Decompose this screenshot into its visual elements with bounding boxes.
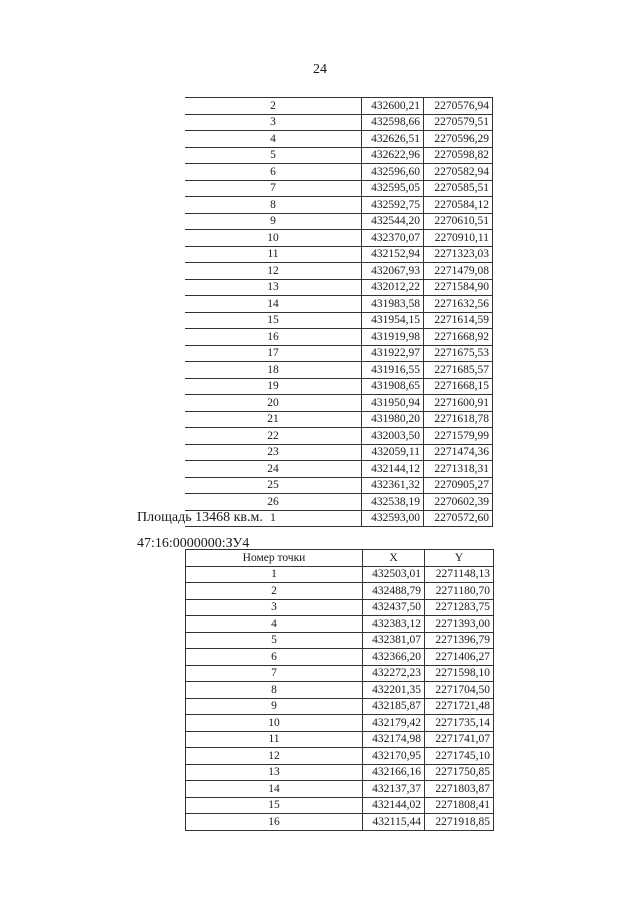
header-row [186,550,494,567]
page-number: 24 [313,62,327,77]
point-number-cell: 4 [185,131,362,148]
table-row [185,197,493,214]
point-number-cell: 7 [186,665,363,682]
x-cell: 432144,02 [363,797,425,814]
y-cell: 2271632,56 [424,296,493,313]
point-number-cell: 11 [185,246,362,263]
x-cell: 431908,65 [362,378,424,395]
table-row [185,114,493,131]
point-number-cell: 21 [185,411,362,428]
x-cell: 432437,50 [363,599,425,616]
table-row [185,213,493,230]
x-cell: 432152,94 [362,246,424,263]
y-cell: 2271675,53 [424,345,493,362]
point-number-cell: 1 [185,510,362,527]
y-cell: 2270910,11 [424,230,493,247]
point-number-cell: 13 [186,764,363,781]
table-row [185,312,493,329]
x-cell: 431983,58 [362,296,424,313]
table-row [185,263,493,280]
y-cell: 2270585,51 [424,180,493,197]
y-cell: 2271918,85 [425,814,494,831]
x-cell: 432370,07 [362,230,424,247]
x-cell: 432488,79 [363,583,425,600]
y-cell: 2270579,51 [424,114,493,131]
x-cell: 432272,23 [363,665,425,682]
table-row [185,477,493,494]
x-cell: 432381,07 [363,632,425,649]
point-number-cell: 3 [185,114,362,131]
y-cell: 2271148,13 [425,566,494,583]
x-cell: 432383,12 [363,616,425,633]
x-cell: 432003,50 [362,428,424,445]
coordinates-table-body [186,566,494,830]
x-cell: 432595,05 [362,180,424,197]
y-cell: 2271283,75 [425,599,494,616]
point-number-cell: 14 [186,781,363,798]
point-number-cell: 8 [186,682,363,699]
y-cell: 2271721,48 [425,698,494,715]
table-row [185,98,493,115]
coordinates-table [185,549,494,831]
x-cell: 431980,20 [362,411,424,428]
x-cell: 432596,60 [362,164,424,181]
table-row [185,131,493,148]
y-cell: 2270610,51 [424,213,493,230]
x-cell: 432544,20 [362,213,424,230]
point-number-cell: 5 [185,147,362,164]
y-cell: 2271474,36 [424,444,493,461]
x-cell: 432137,37 [363,781,425,798]
x-cell: 432012,22 [362,279,424,296]
x-cell: 432144,12 [362,461,424,478]
point-number-cell: 6 [186,649,363,666]
x-cell: 432201,35 [363,682,425,699]
table-row [185,428,493,445]
table-row [186,566,494,583]
point-number-cell: 10 [185,230,362,247]
area-text: Площадь 13468 кв.м. [137,510,263,525]
table-row [185,494,493,511]
x-cell: 432115,44 [363,814,425,831]
table-row [186,797,494,814]
x-cell: 432166,16 [363,764,425,781]
y-cell: 2271396,79 [425,632,494,649]
coordinates-table-body [185,98,493,527]
point-number-cell: 6 [185,164,362,181]
y-cell: 2270602,39 [424,494,493,511]
point-number-cell: 25 [185,477,362,494]
point-number-cell: 23 [185,444,362,461]
y-cell: 2271393,00 [425,616,494,633]
y-cell: 2270596,29 [424,131,493,148]
x-cell: 432598,66 [362,114,424,131]
y-cell: 2271318,31 [424,461,493,478]
table-row [186,731,494,748]
x-cell: 431919,98 [362,329,424,346]
table-row [186,665,494,682]
point-number-cell: 5 [186,632,363,649]
x-cell: 432185,87 [363,698,425,715]
header-point-number: Номер точки [186,550,363,567]
table-row [185,362,493,379]
x-cell: 432366,20 [363,649,425,666]
x-cell: 431922,97 [362,345,424,362]
table-row [186,632,494,649]
y-cell: 2271735,14 [425,715,494,732]
table-row [186,616,494,633]
y-cell: 2271598,10 [425,665,494,682]
x-cell: 432067,93 [362,263,424,280]
parcel-id: 47:16:0000000:ЗУ4 [137,536,250,551]
x-cell: 432503,01 [363,566,425,583]
x-cell: 432361,32 [362,477,424,494]
table-row [185,246,493,263]
table-row [186,649,494,666]
x-cell: 432626,51 [362,131,424,148]
x-cell: 432059,11 [362,444,424,461]
point-number-cell: 19 [185,378,362,395]
y-cell: 2271600,91 [424,395,493,412]
point-number-cell: 9 [186,698,363,715]
y-cell: 2270584,12 [424,197,493,214]
table-row [186,814,494,831]
header-y: Y [425,550,494,567]
table-row [186,583,494,600]
y-cell: 2271579,99 [424,428,493,445]
table-row [185,329,493,346]
header-x: X [363,550,425,567]
x-cell: 432170,95 [363,748,425,765]
coordinates-table-header [186,550,494,567]
table-row [186,781,494,798]
table-row [185,461,493,478]
y-cell: 2270598,82 [424,147,493,164]
point-number-cell: 26 [185,494,362,511]
point-number-cell: 2 [185,98,362,115]
table-row [185,395,493,412]
point-number-cell: 17 [185,345,362,362]
table-row [185,180,493,197]
x-cell: 432179,42 [363,715,425,732]
x-cell: 431916,55 [362,362,424,379]
y-cell: 2270582,94 [424,164,493,181]
point-number-cell: 11 [186,731,363,748]
point-number-cell: 24 [185,461,362,478]
x-cell: 432600,21 [362,98,424,115]
x-cell: 432538,19 [362,494,424,511]
x-cell: 432592,75 [362,197,424,214]
point-number-cell: 15 [185,312,362,329]
x-cell: 432174,98 [363,731,425,748]
y-cell: 2271618,78 [424,411,493,428]
table-row [186,715,494,732]
point-number-cell: 22 [185,428,362,445]
y-cell: 2271668,92 [424,329,493,346]
y-cell: 2271745,10 [425,748,494,765]
point-number-cell: 12 [185,263,362,280]
point-number-cell: 13 [185,279,362,296]
y-cell: 2270572,60 [424,510,493,527]
x-cell: 432622,96 [362,147,424,164]
point-number-cell: 20 [185,395,362,412]
y-cell: 2271685,57 [424,362,493,379]
y-cell: 2271741,07 [425,731,494,748]
point-number-cell: 12 [186,748,363,765]
point-number-cell: 18 [185,362,362,379]
point-number-cell: 8 [185,197,362,214]
y-cell: 2271584,90 [424,279,493,296]
y-cell: 2270905,27 [424,477,493,494]
table-row [185,164,493,181]
table-row [186,599,494,616]
table-row [186,682,494,699]
table-row [185,230,493,247]
y-cell: 2271479,08 [424,263,493,280]
table-row [186,698,494,715]
point-number-cell: 9 [185,213,362,230]
table-row [185,147,493,164]
point-number-cell: 16 [185,329,362,346]
y-cell: 2271323,03 [424,246,493,263]
x-cell: 431950,94 [362,395,424,412]
y-cell: 2271406,27 [425,649,494,666]
table-row [185,345,493,362]
y-cell: 2271668,15 [424,378,493,395]
x-cell: 431954,15 [362,312,424,329]
table-row [185,296,493,313]
table-row [185,378,493,395]
point-number-cell: 2 [186,583,363,600]
y-cell: 2271808,41 [425,797,494,814]
coordinates-table-continued [185,97,493,527]
point-number-cell: 4 [186,616,363,633]
point-number-cell: 10 [186,715,363,732]
table-row [186,764,494,781]
y-cell: 2271704,50 [425,682,494,699]
point-number-cell: 16 [186,814,363,831]
y-cell: 2271614,59 [424,312,493,329]
point-number-cell: 7 [185,180,362,197]
point-number-cell: 15 [186,797,363,814]
y-cell: 2271750,85 [425,764,494,781]
point-number-cell: 14 [185,296,362,313]
point-number-cell: 3 [186,599,363,616]
y-cell: 2271803,87 [425,781,494,798]
y-cell: 2271180,70 [425,583,494,600]
table-row [185,444,493,461]
table-row [185,279,493,296]
table-row [186,748,494,765]
table-row [185,411,493,428]
point-number-cell: 1 [186,566,363,583]
y-cell: 2270576,94 [424,98,493,115]
x-cell: 432593,00 [362,510,424,527]
